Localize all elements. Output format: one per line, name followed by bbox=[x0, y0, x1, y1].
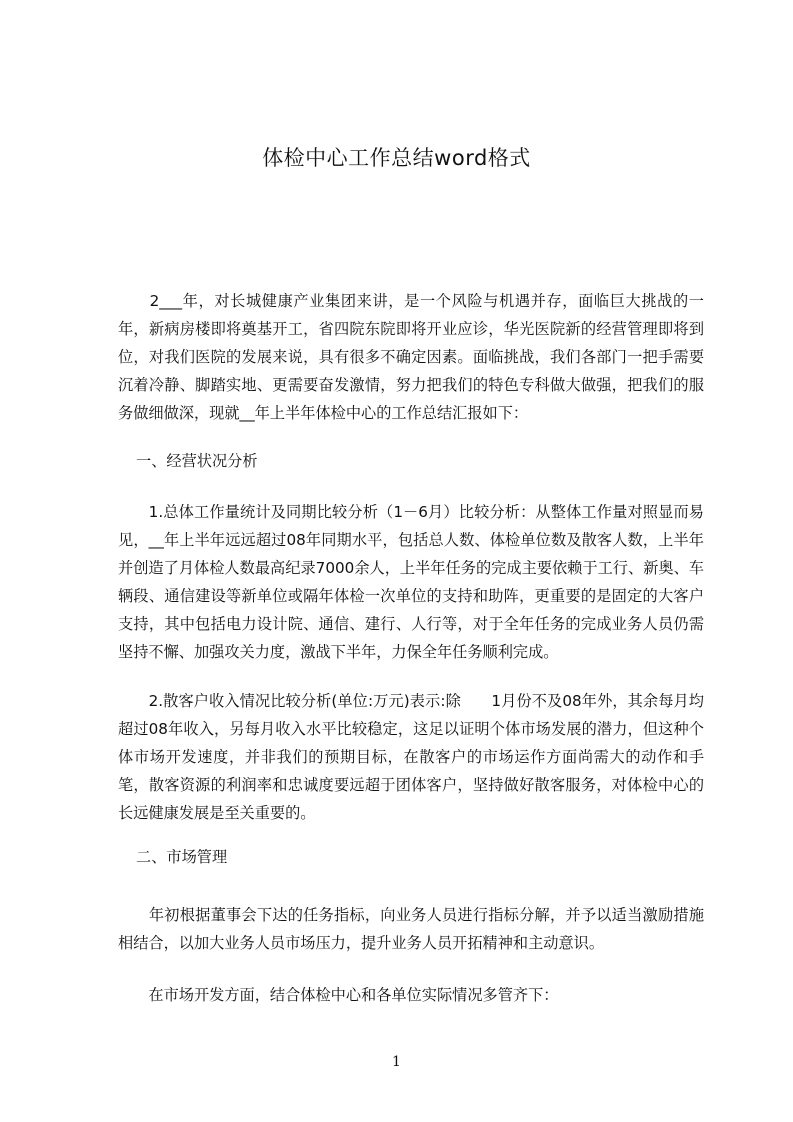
market-development-paragraph: 在市场开发方面，结合体检中心和各单位实际情况多管齐下： bbox=[118, 986, 559, 1004]
workload-analysis-paragraph: 1.总体工作量统计及同期比较分析（1－6月）比较分析：从整体工作量对照显而易见，__年上半年远远超过08年同期水平，包括总人数、体检单位数及散客人数，上半年并创造了月体检人数最高纪录7000余人，上半年任务的完成主要依赖于工行、新奥、车辆段、通信建设等新单位或隔年体检一次单位的支持和助阵，更重要的是固定的大客户支持，其中包括电力设计院、通信、建行、人行等，对于全年任务的完成业务人员仍需坚持不懈、加强攻关力度，激战下半年，力保全年任务顺利完成。 bbox=[118, 503, 704, 661]
page-number: 1 bbox=[392, 1054, 401, 1070]
section-heading-market: 二、市场管理 bbox=[136, 848, 228, 866]
task-indicator-paragraph: 年初根据董事会下达的任务指标，向业务人员进行指标分解，并予以适当激励措施相结合，以加大业务人员市场压力，提升业务人员开拓精神和主动意识。 bbox=[118, 906, 704, 952]
individual-revenue-paragraph: 2.散客户收入情况比较分析(单位:万元)表示:除 1月份不及08年外，其余每月均超过08年收入，另每月收入水平比较稳定，这足以证明个体市场发展的潜力，但这种个体市场开发速度，并非我们的预期目标，在散客户的市场运作方面尚需大的动作和手笔，散客资源的利润率和忠诚度要远超于团体客户，坚持做好散客服务，对体检中心的长远健康发展是至关重要的。 bbox=[118, 692, 704, 822]
intro-paragraph: 2___年，对长城健康产业集团来讲，是一个风险与机遇并存，面临巨大挑战的一年，新病房楼即将奠基开工，省四院东院即将开业应诊，华光医院新的经营管理即将到位，对我们医院的发展来说，具有很多不确定因素。面临挑战，我们各部门一把手需要沉着冷静、脚踏实地、更需要奋发激情，努力把我们的特色专科做大做强，把我们的服务做细做深，现就__年上半年体检中心的工作总结汇报如下： bbox=[118, 292, 704, 422]
section-heading-operations: 一、经营状况分析 bbox=[136, 452, 258, 470]
document-title: 体检中心工作总结word格式 bbox=[262, 146, 531, 170]
